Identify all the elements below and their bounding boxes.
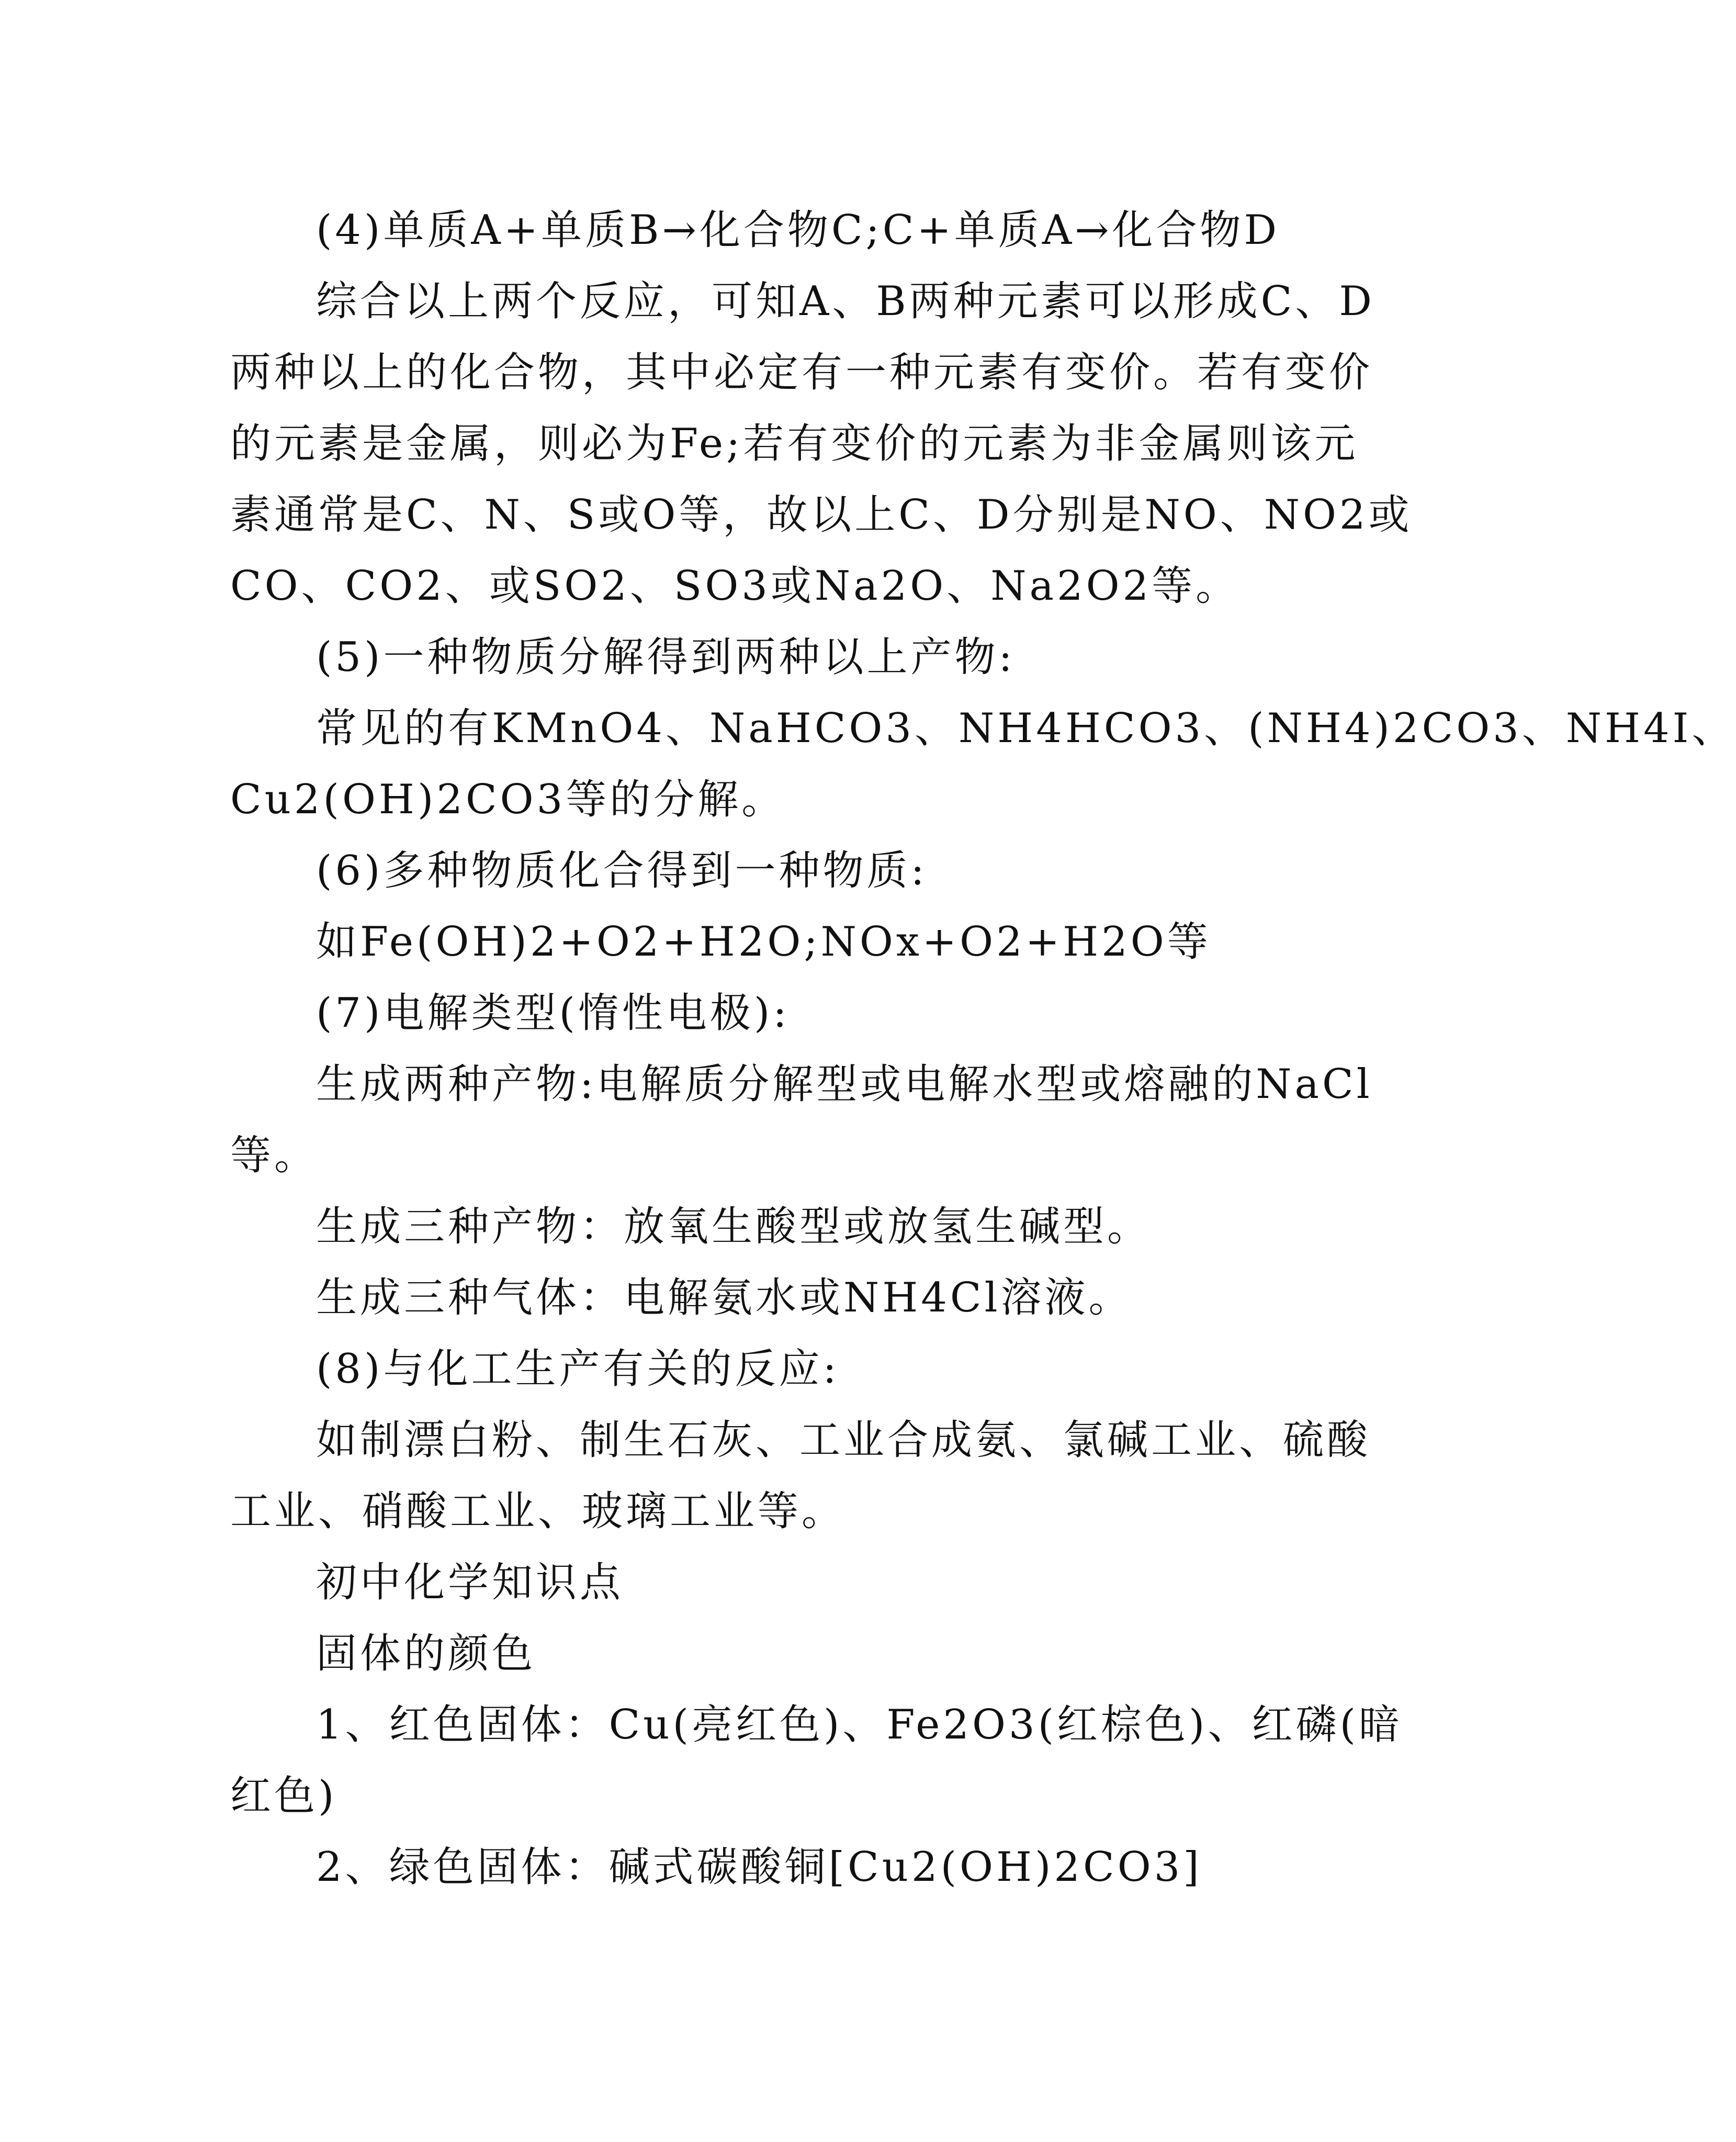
text-line: 1、红色固体：Cu(亮红色)、Fe2O3(红棕色)、红磷(暗 bbox=[316, 1701, 1403, 1748]
subsection-heading: 固体的颜色 bbox=[316, 1630, 536, 1677]
text-line: 生成两种产物:电解质分解型或电解水型或熔融的NaCl bbox=[316, 1061, 1373, 1108]
text-line: 综合以上两个反应，可知A、B两种元素可以形成C、D bbox=[316, 278, 1375, 325]
text-line: 生成三种气体：电解氨水或NH4Cl溶液。 bbox=[316, 1274, 1133, 1321]
text-line: 素通常是C、N、S或O等，故以上C、D分别是NO、NO2或 bbox=[230, 491, 1413, 539]
text-line: 常见的有KMnO4、NaHCO3、NH4HCO3、(NH4)2CO3、NH4I、 bbox=[316, 705, 1736, 752]
text-line: 生成三种产物：放氧生酸型或放氢生碱型。 bbox=[316, 1203, 1152, 1250]
text-line: 如制漂白粉、制生石灰、工业合成氨、氯碱工业、硫酸 bbox=[316, 1417, 1371, 1464]
document-body bbox=[230, 195, 1736, 1903]
text-line: (5)一种物质分解得到两种以上产物: bbox=[316, 634, 1016, 681]
text-line: Cu2(OH)2CO3等的分解。 bbox=[230, 776, 786, 823]
text-line: (4)单质A+单质B→化合物C;C+单质A→化合物D bbox=[316, 207, 1280, 254]
text-line: 红色) bbox=[230, 1773, 337, 1820]
section-heading: 初中化学知识点 bbox=[316, 1559, 624, 1606]
text-line: 两种以上的化合物，其中必定有一种元素有变价。若有变价 bbox=[230, 349, 1373, 396]
text-line: CO、CO2、或SO2、SO3或Na2O、Na2O2等。 bbox=[230, 563, 1240, 610]
text-line: 等。 bbox=[230, 1132, 319, 1179]
text-line: (7)电解类型(惰性电极): bbox=[316, 990, 790, 1037]
text-line: 工业、硝酸工业、玻璃工业等。 bbox=[230, 1488, 846, 1535]
text-line: (8)与化工生产有关的反应: bbox=[316, 1345, 840, 1393]
text-line: 的元素是金属，则必为Fe;若有变价的元素为非金属则该元 bbox=[230, 420, 1359, 467]
text-line: (6)多种物质化合得到一种物质: bbox=[316, 847, 928, 894]
text-line: 2、绿色固体：碱式碳酸铜[Cu2(OH)2CO3] bbox=[316, 1844, 1202, 1891]
text-line: 如Fe(OH)2+O2+H2O;NOx+O2+H2O等 bbox=[316, 918, 1211, 966]
